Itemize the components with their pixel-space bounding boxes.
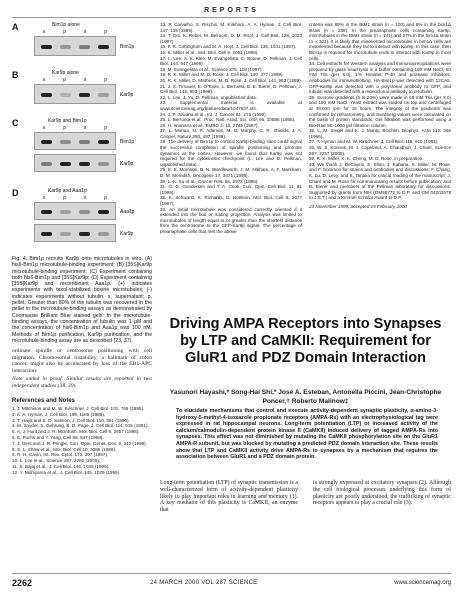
- reference-item: 34. Cell extracts for Western analysis and immunoprecipitations were prepared by glass bead lysis in a buffer containing 150 mM NaCl, 50 mM Tris (pH 8.0), 1% Nonidet P-40 and protease inhibitors. Antibodies for immunoblotting: HA-Bim1p was detected with 12CA5. GFP-Kar9p was detected with a polyclonal antibody to GFP, and tubulin was detected with a monoclonal antibody to α-tubulin.: [309, 61, 451, 95]
- band: [98, 232, 109, 236]
- figure-4: [12, 22, 152, 254]
- article-body-column-2: is strongly expressed at excitatory synapses (2). Although the cell biological processes underlying this form of plasticity are poorly understood, the trafficking of synaptic receptors appears to play a crucial role (3).: [313, 480, 451, 507]
- reference-item: 22. L. Lee, J. Yu, D. Pellman, unpublished data.: [160, 94, 257, 100]
- band: [60, 162, 71, 166]
- reference-item: 25. L. Berrueta et al., Proc. Natl. Acad. Sci. USA 95, 10596 (1998).: [160, 117, 296, 123]
- reference-item: 12. Y. Nishiyama et al., J. Cell Biol. 145, 1029 (1999).: [12, 469, 121, 475]
- band: [98, 162, 109, 166]
- references-column-right: [309, 22, 451, 210]
- blot-marker: Kar9p: [120, 92, 134, 98]
- reference-item: 10. L. Lee et al., Science 287, 2260 (2000).: [12, 458, 101, 464]
- lane-labels: [34, 77, 116, 83]
- reference-item: 31. G. G. Gundersen and T. A. Cook, Curr. Opin. Cell Biol. 11, 81 (1999).: [160, 184, 302, 195]
- reference-item: 14. T. Doi, K. Reber, M. Belmont, D. M. Roof, J. Cell Biol. 138, 1023 (1997).: [160, 33, 302, 44]
- reference-item: 24. J. P. Juwana et al., Int. J. Cancer 81, 275 (1999).: [160, 111, 267, 117]
- reference-item: 30. L.-K. Su et al., Cancer Res. 55, 2972 (1995).: [160, 178, 259, 184]
- reference-item: 27. L. Muhua, N. R. Adames, M. D. Murphy, C. R. Shields, J. A. Cooper, Nature 393, 487 (1998).: [160, 128, 302, 139]
- lane-labels: [34, 195, 116, 201]
- band: [79, 93, 90, 97]
- blot-image: [34, 84, 116, 104]
- article-title: Driving AMPA Receptors into Synapses by LTP and CaMKII: Requirement for GluR1 and PDZ Domain Interaction: [169, 316, 442, 366]
- band: [60, 93, 71, 97]
- panel-label: A: [12, 22, 19, 32]
- reference-item: 39. R. K. Miller, K. K. Cheng, M. D. Rose, in preparation.: [309, 156, 424, 162]
- reference-item: 5. A. J. Hunt and J. R. McIntosh, Mol. Biol. Cell 9, 2857 (1998).: [12, 429, 140, 435]
- band: [79, 45, 90, 49]
- references-heading: References and Notes: [12, 398, 76, 404]
- lane-label: s: [42, 29, 46, 35]
- article-body-column-1: Long-term potentiation (LTP) of synaptic transmission is a well-characterized form of activity-dependent plasticity likely to play important roles in learning and memory (1). A key mediator of this plasticity is CaMKII, an enzyme that: [160, 480, 298, 514]
- reference-item: 33. An initial microtubule was considered correctly oriented if it extended into the bud or mating projection. Analysis was limited to microtubules of length equal to or greater than the shortest distance from the centrosome to the GFP-Kar9p signal. The percentage of preanaphase cells that met the above: [160, 206, 302, 234]
- band: [41, 210, 52, 214]
- band: [41, 140, 52, 144]
- lane-label: s: [42, 125, 46, 131]
- figure-caption: Fig. 4. Bim1p recruits Kar9p onto microtubules in vitro. (A) his6-Bim1p microtubule-binding experiment; (B) [35S]Kar9p microtubule-binding experiment; (C) Experiment containing both his6-Bim1p and [35S]Kar9p; (D) Experiment containing [35S]Kar9p and recombinant Aaa1p. (+) indicates experiments with taxol-stabilized bovine microtubules; (-) indicates experiments without tubulin. s, supernatant; p, pellet. Greater than 80% of the tubulin was recovered in the pellet in the microtubule-binding assays as demonstrated by Coomassie Brilliant Blue stained gels. In the microtubule-binding assays, the concentration of tubulin was 1 µM and the concentration of his6-Bim1p and Aaa1p was 100 nM. Methods of Bim1p purification, Kar9p purification, and the microtubule-binding assay are as described (23, 37).: [12, 256, 152, 344]
- blot-marker: Bim1p: [120, 44, 135, 50]
- lane-labels: [34, 125, 116, 131]
- band: [41, 45, 52, 49]
- reference-item: 17. L. Lee, S. K. Klee, M. Evangelista, C. Boone, D. Pellman, J. Cell Biol. 144, 947 (1999).: [160, 55, 302, 67]
- lane-label: p: [104, 125, 108, 131]
- reference-item: 19. R. K. Miller and M. D. Rose, J. Cell Biol. 140, 377 (1998).: [160, 72, 284, 78]
- band: [79, 162, 90, 166]
- panel-title: Kar9p and Bim1p: [48, 118, 87, 124]
- reference-item: 15. F. R. Cottingham and M. A. Hoyt, J. Cell Biol. 138, 1041 (1997).: [160, 44, 297, 50]
- received-accepted-dates: 23 November 1999; accepted 15 February 2000: [309, 204, 407, 209]
- page-number: 2262: [12, 578, 33, 588]
- lane-label: s: [42, 195, 46, 201]
- reference-item: 21. J. S. Tirnauer, E. O'Toole, L. Berrueta, B. E. Bierer, D. Pellman, J. Cell Biol. 145, 993 (1999).: [160, 83, 302, 95]
- lane-label: s: [83, 77, 87, 83]
- reference-item: 23. Supplemental material is available at www.sciencemag.org/feature/data/1047837.shl.: [160, 100, 302, 111]
- lane-label: s: [83, 195, 87, 201]
- panel-d: [12, 188, 152, 248]
- blot-image: [34, 224, 116, 242]
- reference-item: 28. The delivery of Bim1p to cortical Kar9p-binding sites could signal the successful completion of spindle positioning and promote dynamics at the cortex. However, we found that Kar9p was not required for the cytokinesis checkpoint (L. Lee and D. Pellman, unpublished data).: [160, 139, 302, 167]
- reference-item: 18. M. Evangelista et al., Science 276, 118 (1997).: [160, 66, 263, 72]
- panel-title: Kar9p and Aaa1p: [48, 188, 87, 194]
- blot-marker: Kar9p: [120, 161, 134, 167]
- reference-item: criteria was 89% in the BIM1 strain (n = 100) and 8% in the bim1Δ strain (n = 238). In the preanaphase cells containing Kar9p, microtubules in the BIM1 strain (n = 141) and 27% in the bim1Δ strain (n = 321). It is likely that misoriented microtubules in bim1Δ cells are misoriented because they fail to interact with Kar9p. In this case, then Bim1p is required for microtubule ends to interact with Kar9p in most cells.: [309, 22, 451, 61]
- panel-label: D: [12, 188, 19, 198]
- reference-item: 38. W. S. Korinek, M. J. Copeland, A. Chaudhuri, J. Chant, Science 287, 2257 (2000).: [309, 145, 451, 156]
- article-authors: Yasunori Hayashi,* Song-Hai Shi,* José A. Esteban, Antonella Piccini, Jean-Christophe Poncer,† Roberto Malinow‡: [169, 389, 442, 405]
- reference-item: 29. E. E. Morrison, B. N. Wardleworth, J. M. Askham, A. F. Markham, D. M. Meredith, Oncogene 17, 3471 (1998).: [160, 167, 302, 179]
- band: [41, 232, 52, 236]
- reference-item: 26. H. Imamura et al., EMBO J. 16, 2745 (1997).: [160, 122, 259, 128]
- reference-item: 7. J. Dent and J. R. Pringle, Curr. Opin. Genet. Dev. 9, 342 (1999).: [12, 440, 147, 446]
- panel-c: [12, 118, 152, 178]
- band: [98, 93, 109, 97]
- reference-item: 37. T. Hyman and M. W. Kirschner, J. Cell Biol. 115, 915 (1991).: [309, 139, 439, 145]
- left-body-text: [12, 348, 152, 390]
- reference-item: 11. S. Bajaj et al., J. Cell Biol. 144, 1049 (1999).: [12, 463, 110, 469]
- band: [98, 140, 109, 144]
- panel-b: [12, 70, 152, 110]
- lane-label: s: [83, 29, 87, 35]
- band: [41, 93, 52, 97]
- band: [98, 45, 109, 49]
- lane-labels: [34, 29, 116, 35]
- lane-label: p: [63, 195, 67, 201]
- running-header: REPORTS: [204, 7, 259, 14]
- blot-image: [34, 132, 116, 150]
- blot-image: [34, 36, 116, 56]
- references-list-left: [12, 406, 152, 476]
- band: [60, 140, 71, 144]
- reference-item: 13. P. Carvalho, S. Rischin, M. Kirkham, A. A. Hyman, J. Cell Biol. 147, 135 (1999).: [160, 22, 302, 33]
- references-column-middle: [160, 22, 302, 235]
- band: [60, 232, 71, 236]
- reference-item: 40. We thank J. DeCaprio, E. Elion, J. Kahana, K. Miller, M. Rose, and F. Solomon for strains and antibodies and discussions; F. Chang, K. Lu, D. Levy, and K. Tanaka for critical reading of the manuscript; J. Chant and M. Rose for communicating results before publication; and B. Bierer and members of the Pellman laboratory for discussions. Supported by grants from NIH (GM55772 to D.P. and GM 04202578 to J.S.T.) and a Kimmel Scholar Award to D.P.: [309, 161, 451, 201]
- panel-title: Kar9p alone: [52, 70, 79, 76]
- reference-item: 2. A. A. Hyman, J. Cell Biol. 109, 1185 (1989).: [12, 411, 106, 417]
- lane-label: p: [63, 29, 67, 35]
- blot-marker: Kar9p: [120, 231, 134, 237]
- lane-label: p: [63, 77, 67, 83]
- reference-item: 1. J. Mitchison and M. W. Kirschner, J. Cell Biol. 101, 766 (1985).: [12, 406, 145, 411]
- journal-website: www.sciencemag.org: [394, 580, 451, 586]
- blot-image: [34, 202, 116, 220]
- blot-marker: Aaa1p: [120, 209, 135, 215]
- blot-image: [34, 154, 116, 172]
- band: [98, 210, 109, 214]
- reference-item: 16. K. Miller et al., Mol. Biol. Cell 9, 2051 (1998).: [160, 49, 259, 55]
- reference-item: 8. S. L. Shaw et al., Mol. Biol. Cell 10, 3089 (1999).: [12, 446, 117, 452]
- panel-title: Bim1p alone: [52, 22, 80, 28]
- article-abstract: To elucidate mechanisms that control and execute activity-dependent synaptic plasticity, α-amino-3-hydroxy-5-methyl-4-isoxazole propionate receptors (AMPA-Rs) with an electrophysiological tag were expressed in rat hippocampal neurons. Long-term potentiation (LTP) or increased activity of the calcium/calmodulin-dependent protein kinase II (CaMKII) induced delivery of tagged AMPA-Rs into synapses. This effect was not diminished by mutating the CaMKII phosphorylation site on the GluR1 AMPA-R subunit, but was blocked by mutating a predicted PDZ domain interaction site. These results show that LTP and CaMKII activity drive AMPA-Rs to synapses by a mechanism that requires the association between GluR1 and a PDZ domain protein.: [176, 408, 438, 461]
- band: [60, 45, 71, 49]
- panel-label: C: [12, 118, 19, 128]
- reference-item: 6. E. Fuchs and Y. Yang, Cell 98, 547 (1999).: [12, 434, 104, 440]
- note-added-in-proof: Note added in proof: Similar results are reported in two independent studies (38, 39).: [12, 376, 152, 389]
- reference-item: 20. R. K. Miller, D. Matheos, M. D. Rose, J. Cell Biol. 144, 963 (1999).: [160, 77, 302, 83]
- panel-label: B: [12, 70, 19, 80]
- lane-label: s: [42, 77, 46, 83]
- lane-label: p: [104, 77, 108, 83]
- reference-item: 32. K. Schwartz, K. Richards, D. Botstein, Mol. Biol. Cell 8, 2677 (1997).: [160, 195, 302, 206]
- lane-label: p: [104, 195, 108, 201]
- panel-a: [12, 22, 152, 62]
- reference-item: 4. M. Snyder, S. Gehrung, B. D. Page, J. Cell Biol. 114, 515 (1991).: [12, 423, 149, 429]
- reference-item: 3. T. Hays and E. D. Salmon, J. Cell Biol. 110, 391 (1990).: [12, 417, 130, 423]
- band: [60, 210, 71, 214]
- band: [79, 232, 90, 236]
- lane-label: p: [104, 29, 108, 35]
- issue-info: 24 MARCH 2000 VOL 287 SCIENCE: [150, 580, 258, 586]
- band: [41, 162, 52, 166]
- blot-marker: Bim1p: [120, 139, 135, 145]
- header-rule: [12, 17, 451, 18]
- reference-item: 35. Sucrose gradients (5 to 20%) were made in 50 mM Tris (pH 8.0) and 150 mM NaCl. Yeast extract was loaded on top and centrifuged at 38,000 rpm for 16 hours. The integrity of the gradients was confirmed by refractometry, and Svedberg values were calculated on the basis of protein standards. Gel filtration was performed using a Bio-Rad SE-1000 gel filtration column.: [309, 94, 451, 128]
- band: [79, 210, 90, 214]
- band: [79, 140, 90, 144]
- reference-item: 9. R. H. Gavin, Int. Rev. Cytol. 173, 207 (1997).: [12, 452, 109, 458]
- lane-label: s: [83, 125, 87, 131]
- footer-rule: [12, 573, 451, 574]
- body-paragraph: ordinate spindle or centrosome positioning with cell migration. Chromosomal instability, a hallmark of colon cancer, might also be accelerated by loss of the EB1-APC interaction.: [12, 348, 152, 374]
- lane-label: p: [63, 125, 67, 131]
- reference-item: 36. L. M. Siegel and K. J. Monty, Biochim. Biophys. Acta 112, 346 (1966).: [309, 128, 451, 139]
